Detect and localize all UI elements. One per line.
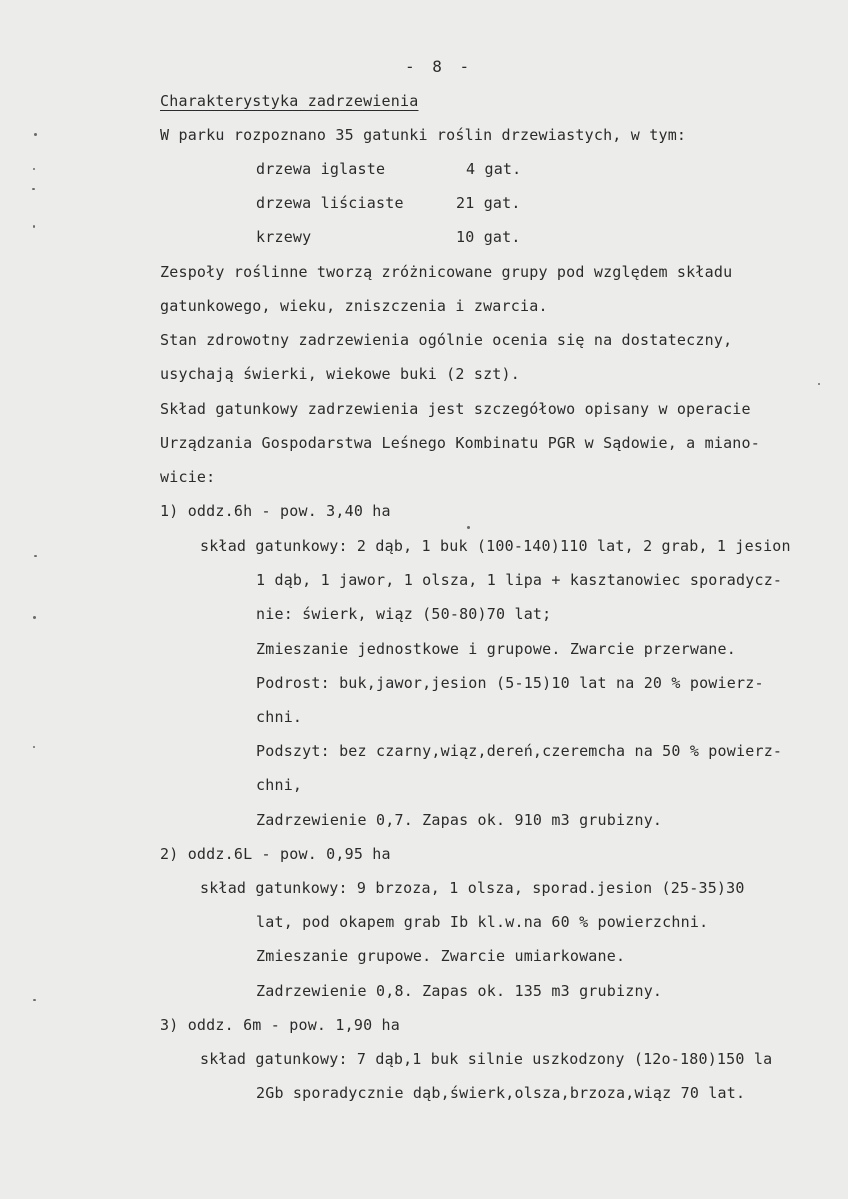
section-2-composition: skład gatunkowy: 9 brzoza, 1 olsza, sporad.jesion (25-35)30: [200, 879, 745, 897]
scan-speck: [818, 383, 820, 385]
section-heading: Charakterystyka zadrzewienia: [160, 92, 419, 110]
section-1-title: 1) oddz.6h - pow. 3,40 ha: [160, 502, 391, 520]
section-1-line: Zmieszanie jednostkowe i grupowe. Zwarcie przerwane.: [256, 640, 736, 658]
section-2-line: Zmieszanie grupowe. Zwarcie umiarkowane.: [256, 947, 626, 965]
scan-speck: [33, 168, 35, 170]
scan-speck: [33, 999, 36, 1001]
page-number: - 8 -: [405, 57, 474, 76]
section-3-title: 3) oddz. 6m - pow. 1,90 ha: [160, 1016, 400, 1034]
paragraph-line: gatunkowego, wieku, zniszczenia i zwarcia.: [160, 297, 548, 315]
section-1-line: 1 dąb, 1 jawor, 1 olsza, 1 lipa + kasztanowiec sporadycz-: [256, 571, 783, 589]
section-1-line: nie: świerk, wiąz (50-80)70 lat;: [256, 605, 552, 623]
section-1-line: chni,: [256, 776, 303, 794]
paragraph-line: Zespoły roślinne tworzą zróżnicowane grupy pod względem składu: [160, 263, 733, 281]
paragraph-line: Urządzania Gospodarstwa Leśnego Kombinatu PGR w Sądowie, a miano-: [160, 434, 760, 452]
scan-speck: [33, 225, 35, 228]
count-label-shrubs: krzewy: [256, 228, 312, 246]
paragraph-line: Stan zdrowotny zadrzewienia ogólnie ocenia się na dostateczny,: [160, 331, 733, 349]
paragraph-line: usychają świerki, wiekowe buki (2 szt).: [160, 365, 520, 383]
count-value-conifers: 4 gat.: [466, 160, 522, 178]
scan-speck: [33, 616, 36, 619]
count-label-conifers: drzewa iglaste: [256, 160, 386, 178]
scan-speck: [34, 555, 37, 557]
count-value-deciduous: 21 gat.: [456, 194, 521, 212]
scan-speck: [34, 133, 37, 136]
paragraph-line: Skład gatunkowy zadrzewienia jest szczegółowo opisany w operacie: [160, 400, 751, 418]
section-2-title: 2) oddz.6L - pow. 0,95 ha: [160, 845, 391, 863]
section-3-composition: skład gatunkowy: 7 dąb,1 buk silnie uszkodzony (12o-180)150 la: [200, 1050, 773, 1068]
scan-speck: [467, 526, 470, 529]
section-1-line: chni.: [256, 708, 303, 726]
section-1-line: Zadrzewienie 0,7. Zapas ok. 910 m3 grubizny.: [256, 811, 663, 829]
section-1-line: Podrost: buk,jawor,jesion (5-15)10 lat na 20 % powierz-: [256, 674, 764, 692]
section-1-line: Podszyt: bez czarny,wiąz,dereń,czeremcha na 50 % powierz-: [256, 742, 783, 760]
section-2-line: Zadrzewienie 0,8. Zapas ok. 135 m3 grubizny.: [256, 982, 663, 1000]
count-label-deciduous: drzewa liściaste: [256, 194, 404, 212]
intro-line: W parku rozpoznano 35 gatunki roślin drzewiastych, w tym:: [160, 126, 687, 144]
count-value-shrubs: 10 gat.: [456, 228, 521, 246]
scan-speck: [33, 746, 35, 748]
section-1-composition: skład gatunkowy: 2 dąb, 1 buk (100-140)110 lat, 2 grab, 1 jesion: [200, 537, 791, 555]
section-2-line: lat, pod okapem grab Ib kl.w.na 60 % powierzchni.: [256, 913, 709, 931]
scan-speck: [32, 188, 35, 190]
section-3-line: 2Gb sporadycznie dąb,świerk,olsza,brzoza,wiąz 70 lat.: [256, 1084, 746, 1102]
paragraph-line: wicie:: [160, 468, 216, 486]
